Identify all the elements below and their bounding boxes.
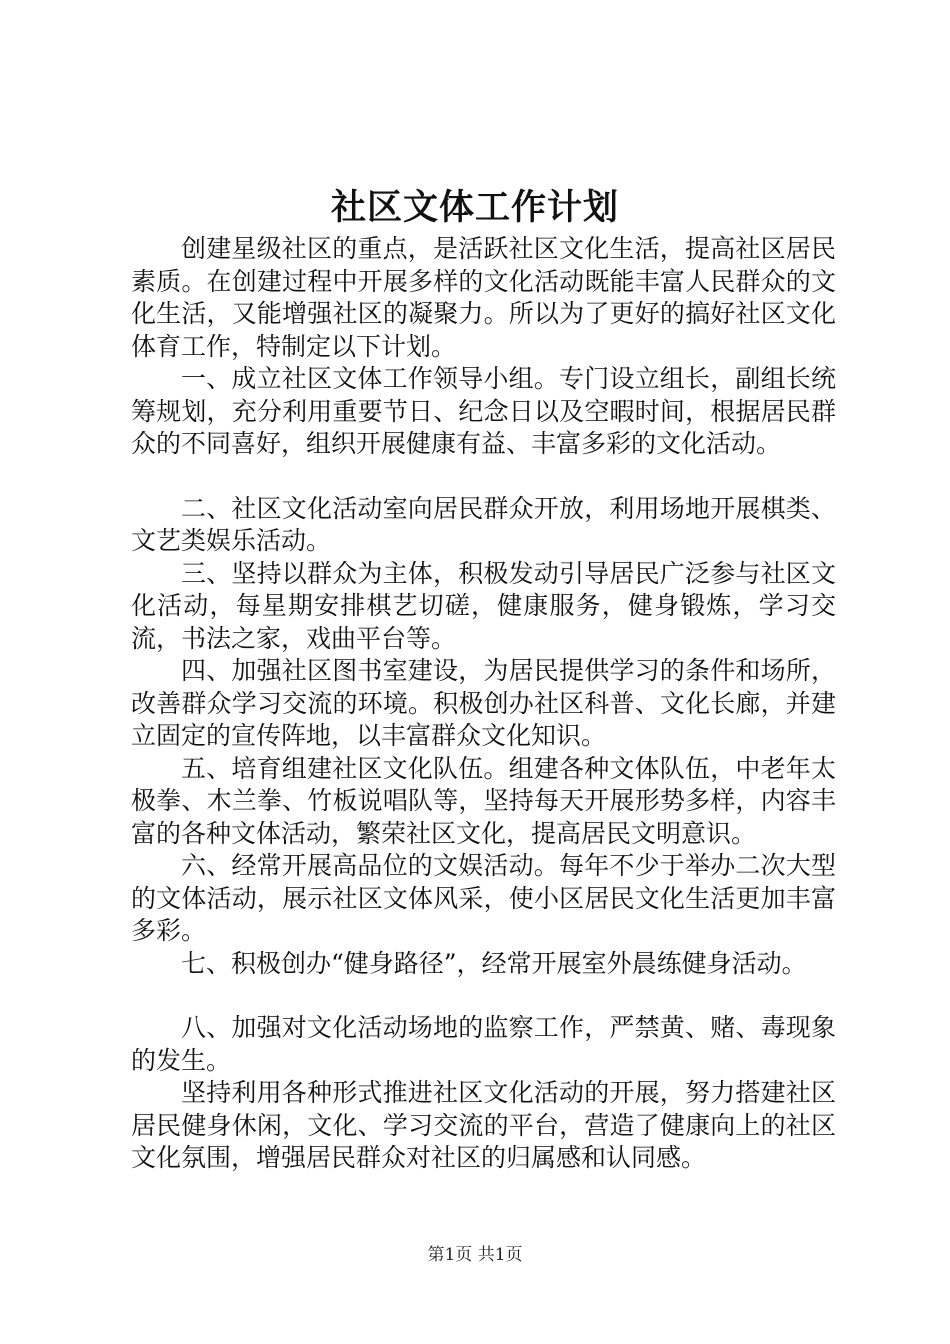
paragraph-item-1: 一、成立社区文体工作领导小组。专门设立组长，副组长统筹规划，充分利用重要节日、纪念日以及空暇时间，根据居民群众的不同喜好，组织开展健康有益、丰富多彩的文化活动。 bbox=[131, 364, 836, 458]
paragraph-conclusion: 坚持利用各种形式推进社区文化活动的开展，努力搭建社区居民健身休闲，文化、学习交流的平台，营造了健康向上的社区文化氛围，增强居民群众对社区的归属感和认同感。 bbox=[131, 1078, 836, 1172]
paragraph-item-8: 八、加强对文化活动场地的监察工作，严禁黄、赌、毒现象的发生。 bbox=[131, 1013, 836, 1075]
paragraph-item-4: 四、加强社区图书室建设，为居民提供学习的条件和场所，改善群众学习交流的环境。积极创办社区科普、文化长廊，并建立固定的宣传阵地，以丰富群众文化知识。 bbox=[131, 656, 836, 750]
page-footer: 第1页 共1页 bbox=[427, 1245, 523, 1265]
paragraph-item-3: 三、坚持以群众为主体，积极发动引导居民广泛参与社区文化活动，每星期安排棋艺切磋，健康服务，健身锻炼，学习交流，书法之家，戏曲平台等。 bbox=[131, 558, 836, 653]
page-title: 社区文体工作计划 bbox=[330, 187, 619, 228]
document-body bbox=[131, 233, 836, 1175]
paragraph-item-5: 五、培育组建社区文化队伍。组建各种文体队伍，中老年太极拳、木兰拳、竹板说唱队等，坚持每天开展形势多样，内容丰富的各种文体活动，繁荣社区文化，提高居民文明意识。 bbox=[131, 753, 836, 848]
paragraph-intro: 创建星级社区的重点，是活跃社区文化生活，提高社区居民素质。在创建过程中开展多样的文化活动既能丰富人民群众的文化生活，又能增强社区的凝聚力。所以为了更好的搞好社区文化体育工作，特制定以下计划。 bbox=[131, 234, 836, 361]
paragraph-item-6: 六、经常开展高品位的文娱活动。每年不少于举办二次大型的文体活动，展示社区文体风采，使小区居民文化生活更加丰富多彩。 bbox=[131, 851, 836, 945]
paragraph-item-7: 七、积极创办“健身路径”，经常开展室外晨练健身活动。 bbox=[181, 948, 807, 978]
paragraph-item-2: 二、社区文化活动室向居民群众开放，利用场地开展棋类、文艺类娱乐活动。 bbox=[131, 493, 836, 555]
